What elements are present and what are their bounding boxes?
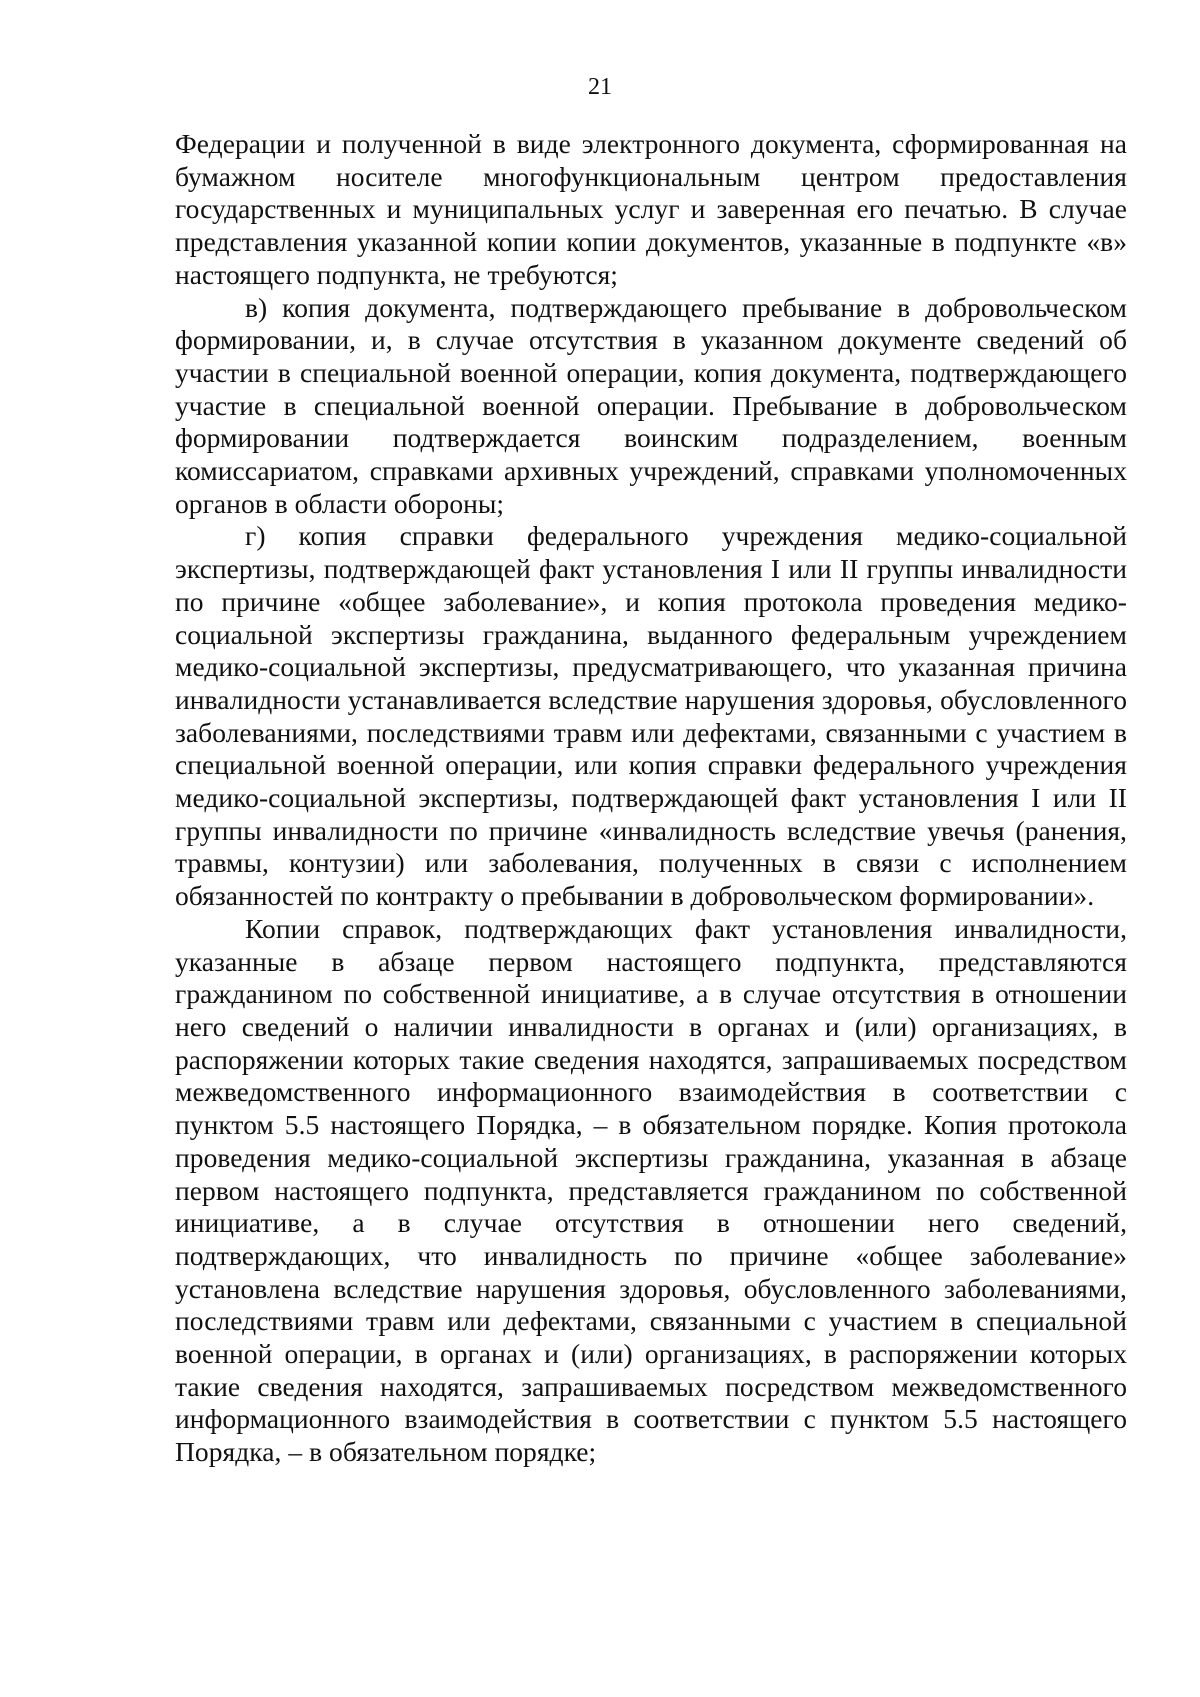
- paragraph-continuation: Федерации и полученной в виде электронного документа, сформированная на бумажном носителе многофункциональным центром предоставления государственных и муниципальных услуг и заверенная его печатью. В случае представления указанной копии копии документов, указанные в подпункте «в» настоящего подпункта, не требуются;: [175, 128, 1127, 290]
- document-body: [175, 128, 1127, 1469]
- page-number: 21: [588, 74, 612, 100]
- paragraph-disability-certificates: Копии справок, подтверждающих факт установления инвалидности, указанные в абзаце первом настоящего подпункта, представляются гражданином по собственной инициативе, а в случае отсутствия в отношении него сведений о наличии инвалидности в органах и (или) организациях, в распоряжении которых такие сведения находятся, запрашиваемых посредством межведомственного информационного взаимодействия в соответствии с пунктом 5.5 настоящего Порядка, – в обязательном порядке. Копия протокола проведения медико-социальной экспертизы гражданина, указанная в абзаце первом настоящего подпункта, представляется гражданином по собственной инициативе, а в случае отсутствия в отношении него сведений, подтверждающих, что инвалидность по причине «общее заболевание» установлена вследствие нарушения здоровья, обусловленного заболеваниями, последствиями травм или дефектами, связанными с участием в специальной военной операции, в органах и (или) организациях, в распоряжении которых такие сведения находятся, запрашиваемых посредством межведомственного информационного взаимодействия в соответствии с пунктом 5.5 настоящего Порядка, – в обязательном порядке;: [175, 912, 1127, 1468]
- paragraph-item-v: в) копия документа, подтверждающего пребывание в добровольческом формировании, и, в случае отсутствия в указанном документе сведений об участии в специальной военной операции, копия документа, подтверждающего участие в специальной военной операции. Пребывание в добровольческом формировании подтверждается воинским подразделением, военным комиссариатом, справками архивных учреждений, справками уполномоченных органов в области обороны;: [175, 291, 1127, 519]
- paragraph-item-g: г) копия справки федерального учреждения медико-социальной экспертизы, подтверждающей факт установления I или II группы инвалидности по причине «общее заболевание», и копия протокола проведения медико-социальной экспертизы гражданина, выданного федеральным учреждением медико-социальной экспертизы, предусматривающего, что указанная причина инвалидности устанавливается вследствие нарушения здоровья, обусловленного заболеваниями, последствиями травм или дефектами, связанными с участием в специальной военной операции, или копия справки федерального учреждения медико-социальной экспертизы, подтверждающей факт установления I или II группы инвалидности по причине «инвалидность вследствие увечья (ранения, травмы, контузии) или заболевания, полученных в связи с исполнением обязанностей по контракту о пребывании в добровольческом формировании».: [175, 520, 1127, 912]
